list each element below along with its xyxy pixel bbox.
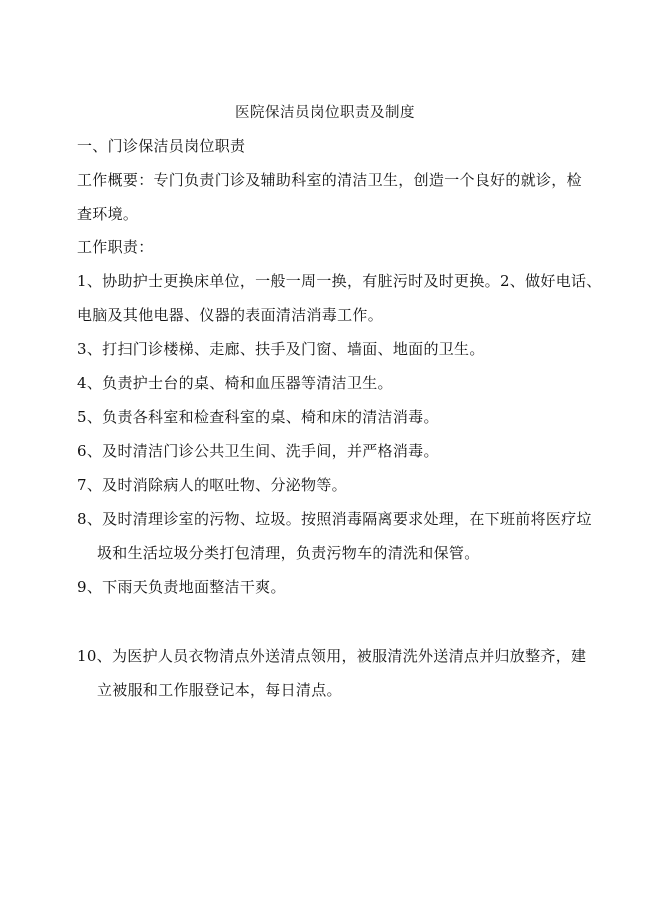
duty-item-10: 10、为医护人员衣物清点外送清点领用，被服清洗外送清点并归放整齐，建 [77,647,587,665]
duty-item-5: 5、负责各科室和检查科室的桌、椅和床的清洁消毒。 [77,408,439,426]
duty-item-10-continued: 立被服和工作服登记本，每日清点。 [97,681,342,699]
duties-label: 工作职责： [77,238,154,256]
duty-item-3: 3、打扫门诊楼梯、走廊、扶手及门窗、墙面、地面的卫生。 [77,340,485,358]
duty-item-6: 6、及时清洁门诊公共卫生间、洗手间，并严格消毒。 [77,442,439,460]
duty-item-2-continued: 电脑及其他电器、仪器的表面清洁消毒工作。 [77,306,384,324]
duty-item-1-2: 1、协助护士更换床单位，一般一周一换，有脏污时及时更换。2、做好电话、 [77,272,602,290]
duty-item-4: 4、负责护士台的桌、椅和血压器等清洁卫生。 [77,374,393,392]
duty-item-9: 9、下雨天负责地面整洁干爽。 [77,578,286,596]
duty-item-7: 7、及时消除病人的呕吐物、分泌物等。 [77,476,347,494]
section-heading: 一、门诊保洁员岗位职责 [77,137,246,155]
duty-item-8: 8、及时清理诊室的污物、垃圾。按照消毒隔离要求处理，在下班前将医疗垃 [77,510,592,528]
overview-text-continued: 查环境。 [77,205,139,223]
overview-text: 工作概要：专门负责门诊及辅助科室的清洁卫生，创造一个良好的就诊，检 [77,171,582,189]
document-title: 医院保洁员岗位职责及制度 [235,105,415,121]
duty-item-8-continued: 圾和生活垃圾分类打包清理，负责污物车的清洗和保管。 [97,544,480,562]
